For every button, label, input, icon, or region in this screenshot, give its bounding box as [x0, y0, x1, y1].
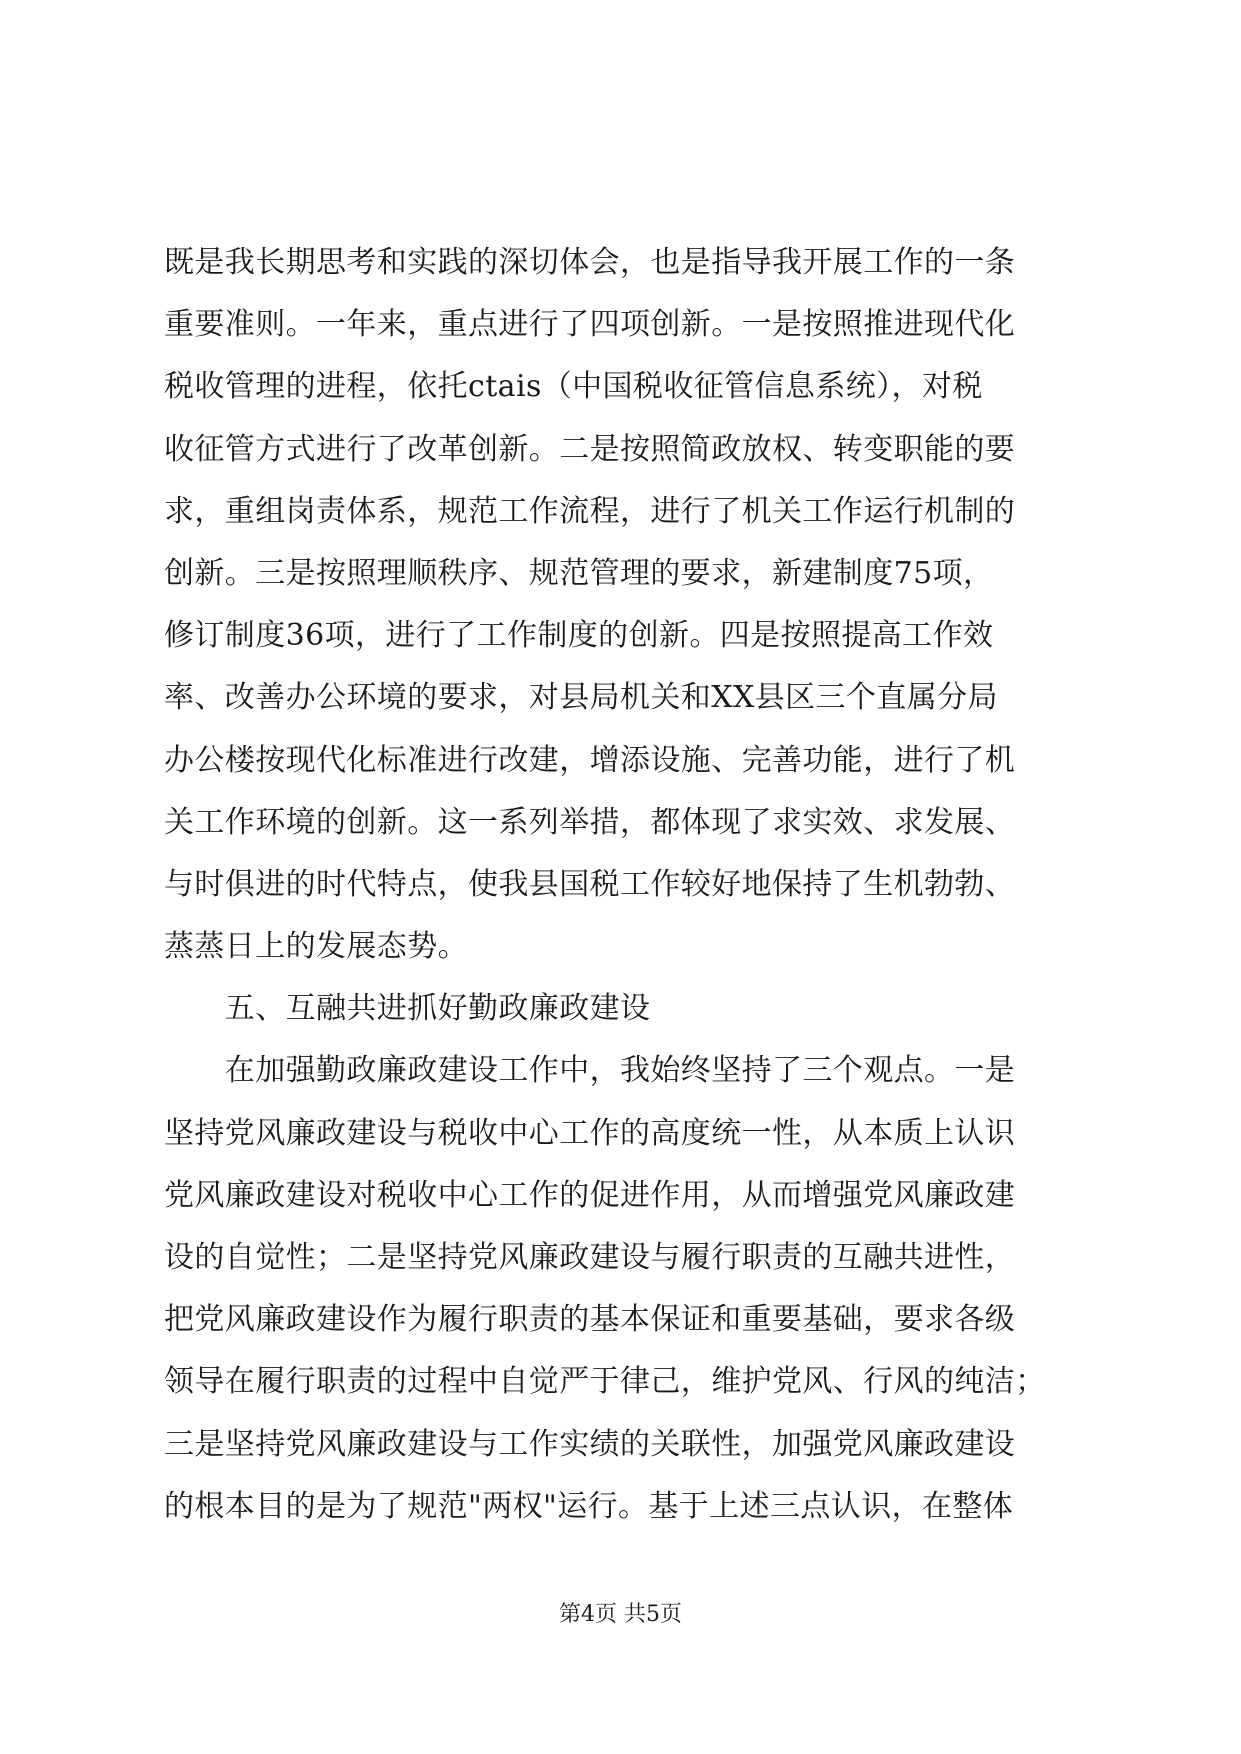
text-line: 重要准则。一年来，重点进行了四项创新。一是按照推进现代化: [164, 307, 1016, 343]
text-line: 办公楼按现代化标准进行改建，增添设施、完善功能，进行了机: [164, 742, 1016, 778]
page-footer: 第4页 共5页: [559, 1602, 682, 1627]
text-line: 求，重组岗责体系，规范工作流程，进行了机关工作运行机制的: [164, 493, 1016, 529]
text-line: 党风廉政建设对税收中心工作的促进作用，从而增强党风廉政建: [164, 1177, 1016, 1213]
text-line: 与时俱进的时代特点，使我县国税工作较好地保持了生机勃勃、: [164, 866, 1016, 902]
text-line: 领导在履行职责的过程中自觉严于律己，维护党风、行风的纯洁；: [164, 1364, 1046, 1400]
text-line: 三是坚持党风廉政建设与工作实绩的关联性，加强党风廉政建设: [164, 1426, 1016, 1462]
section-heading: 五、互融共进抓好勤政廉政建设: [164, 991, 651, 1027]
text-line: 修订制度36项，进行了工作制度的创新。四是按照提高工作效: [164, 618, 994, 654]
text-line: 率、改善办公环境的要求，对县局机关和XX县区三个直属分局: [164, 680, 998, 716]
text-line: 既是我长期思考和实践的深切体会，也是指导我开展工作的一条: [164, 245, 1016, 280]
text-line: 坚持党风廉政建设与税收中心工作的高度统一性，从本质上认识: [164, 1115, 1016, 1151]
text-line: 在加强勤政廉政建设工作中，我始终坚持了三个观点。一是: [164, 1053, 1016, 1089]
body-text: [164, 232, 1094, 1538]
text-line: 蒸蒸日上的发展态势。: [164, 929, 468, 965]
text-line: 收征管方式进行了改革创新。二是按照简政放权、转变职能的要: [164, 431, 1016, 467]
text-line: 关工作环境的创新。这一系列举措，都体现了求实效、求发展、: [164, 804, 1016, 840]
text-line: 把党风廉政建设作为履行职责的基本保证和重要基础，要求各级: [164, 1302, 1016, 1338]
text-line: 创新。三是按照理顺秩序、规范管理的要求，新建制度75项，: [164, 555, 994, 591]
text-line: 税收管理的进程，依托ctais（中国税收征管信息系统），对税: [164, 369, 983, 405]
text-line: 的根本目的是为了规范"两权"运行。基于上述三点认识，在整体: [164, 1488, 1014, 1524]
text-line: 设的自觉性；二是坚持党风廉政建设与履行职责的互融共进性，: [164, 1240, 1016, 1275]
